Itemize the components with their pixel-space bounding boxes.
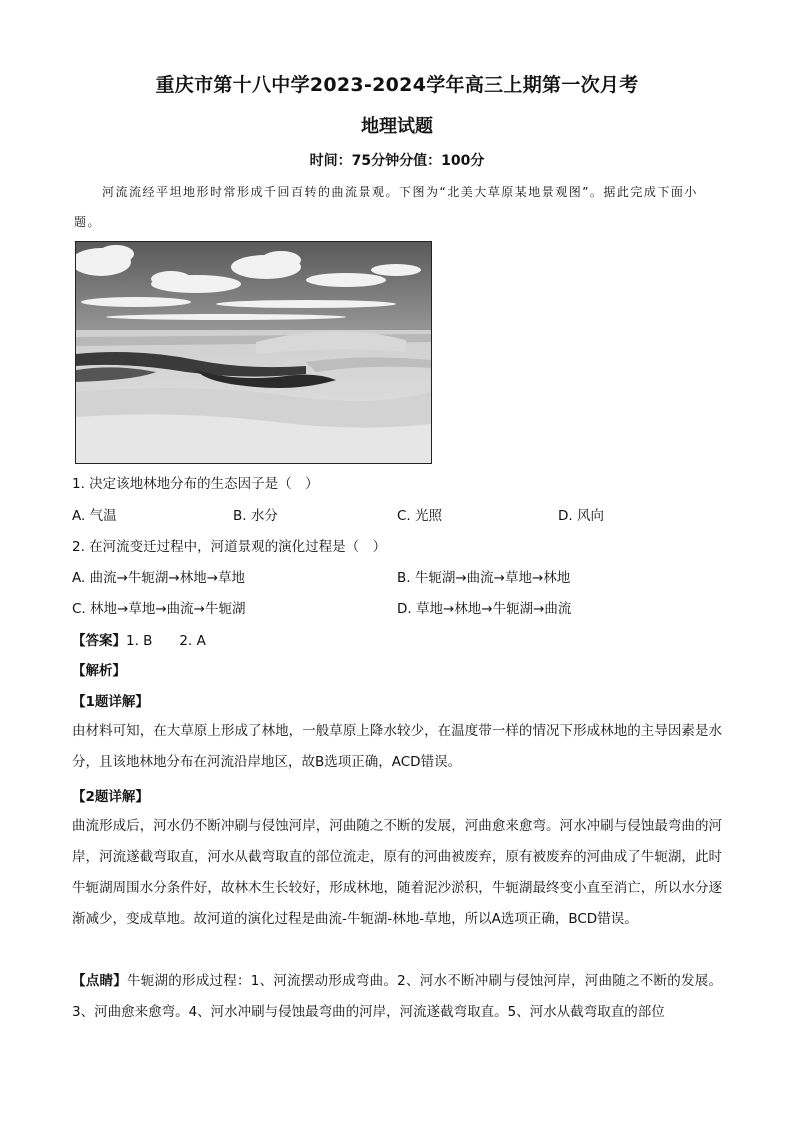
subject-title: 地理试题 [361, 116, 433, 137]
q1-option-b: B. 水分 [233, 508, 278, 524]
q2-option-a: A. 曲流→牛轭湖→林地→草地 [72, 570, 246, 586]
prairie-landscape-image [76, 242, 431, 463]
exam-title: 重庆市第十八中学2023-2024学年高三上期第一次月考 [155, 74, 639, 96]
tip-text: 牛轭湖的形成过程：1、河流摆动形成弯曲。2、河水不断冲刷与侵蚀河岸，河曲随之不断的发展。3、河曲愈来愈弯。4、河水冲刷与侵蚀最弯曲的河岸，河流遂截弯取直。5、河水从截弯取直的部位 [72, 973, 722, 1020]
landscape-photo [75, 241, 432, 464]
detail-2-text: 曲流形成后，河水仍不断冲刷与侵蚀河岸，河曲随之不断的发展，河曲愈来愈弯。河水冲刷与侵蚀最弯曲的河岸，河流遂截弯取直，河水从截弯取直的部位流走，原有的河曲被废弃，原有被废弃的河曲成了牛轭湖，此时牛轭湖周围水分条件好，故林木生长较好，形成林地，随着泥沙淤积，牛轭湖最终变小直至消亡，所以水分逐渐减少，变成草地。故河道的演化过程是曲流-牛轭湖-林地-草地，所以A选项正确，BCD错误。 [72, 818, 722, 927]
question-1-stem: 1. 决定该地林地分布的生态因子是（ ） [72, 476, 319, 492]
detail-1-text: 由材料可知，在大草原上形成了林地，一般草原上降水较少，在温度带一样的情况下形成林地的主导因素是水分，且该地林地分布在河流沿岸地区，故B选项正确，ACD错误。 [72, 723, 722, 770]
q2-option-d: D. 草地→林地→牛轭湖→曲流 [397, 601, 572, 617]
exam-meta: 时间：75分钟分值：100分 [309, 153, 485, 169]
q1-option-a: A. 气温 [72, 508, 117, 524]
q2-option-b: B. 牛轭湖→曲流→草地→林地 [397, 570, 571, 586]
tip-paragraph [72, 966, 722, 1028]
analysis-label: 【解析】 [72, 663, 126, 679]
detail-1-label: 【1题详解】 [72, 694, 149, 710]
detail-2-label: 【2题详解】 [72, 789, 149, 805]
q1-option-d: D. 风向 [558, 508, 604, 524]
question-intro: 河流流经平坦地形时常形成千回百转的曲流景观。下图为“北美大草原某地景观图”。据此完成下面小题。 [74, 185, 698, 229]
answer-label: 【答案】 [72, 633, 126, 649]
answer-line [72, 629, 206, 649]
answer-text: 1. B 2. A [126, 633, 206, 649]
tip-label: 【点睛】 [72, 973, 128, 989]
q1-option-c: C. 光照 [397, 508, 443, 524]
question-2-stem: 2. 在河流变迁过程中，河道景观的演化过程是（ ） [72, 539, 387, 555]
q2-option-c: C. 林地→草地→曲流→牛轭湖 [72, 601, 246, 617]
